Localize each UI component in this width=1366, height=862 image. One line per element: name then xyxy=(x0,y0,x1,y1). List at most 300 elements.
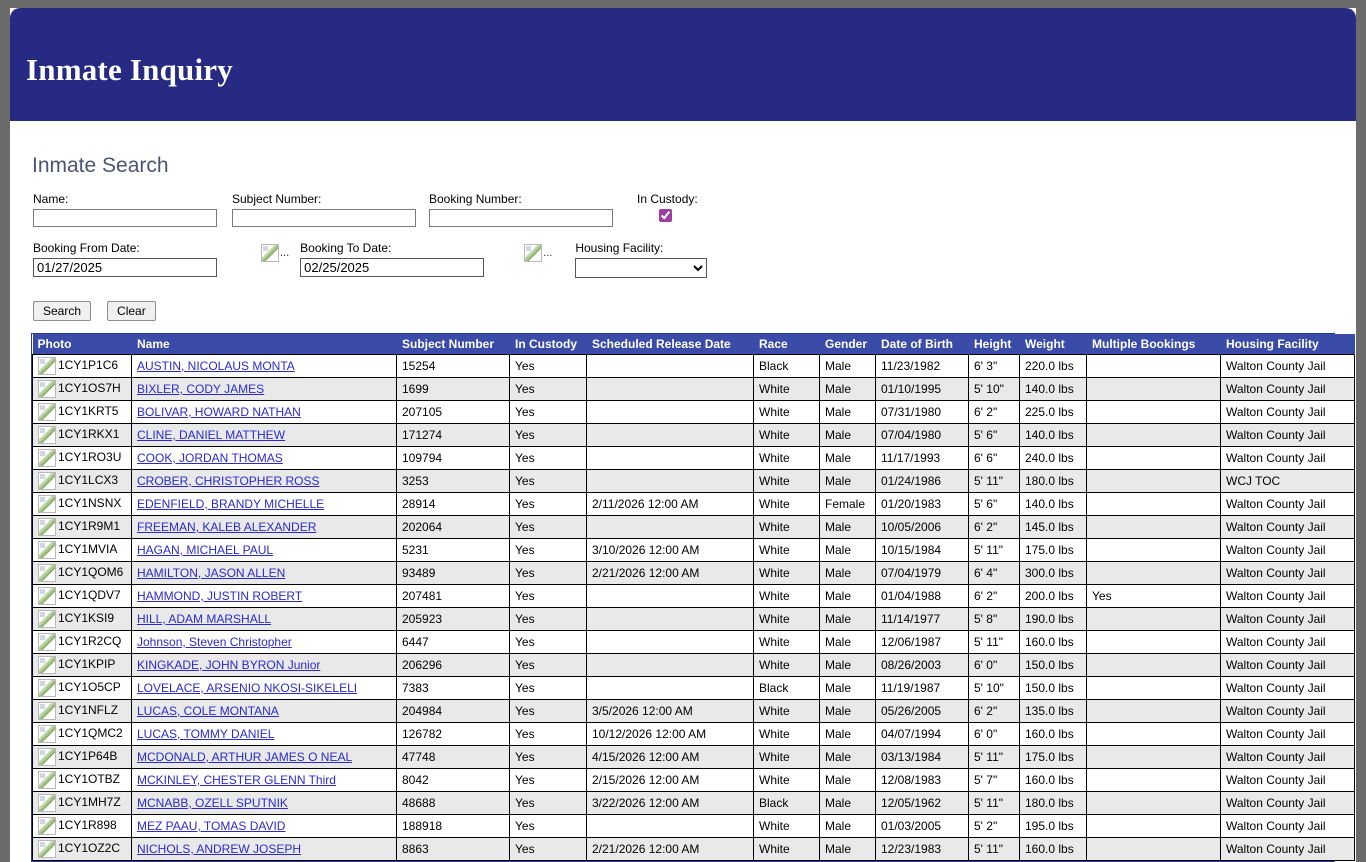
cell-gender: Male xyxy=(820,746,876,769)
cell-name xyxy=(132,677,397,700)
cell-height: 5' 10" xyxy=(969,378,1020,401)
booking-from-date-picker[interactable] xyxy=(261,244,289,262)
cell-custody: Yes xyxy=(510,631,587,654)
cell-dob: 12/06/1987 xyxy=(876,631,969,654)
cell-height: 5' 11" xyxy=(969,838,1020,861)
inmate-photo-alt: 1CY1OTBZ xyxy=(58,772,121,787)
table-row xyxy=(33,401,1355,424)
cell-dob: 04/07/1994 xyxy=(876,723,969,746)
inmate-name-link[interactable]: LOVELACE, ARSENIO NKOSI-SIKELELI xyxy=(137,681,358,695)
cell-photo xyxy=(33,608,132,631)
cell-race: White xyxy=(754,378,820,401)
inmate-photo-icon[interactable] xyxy=(38,794,56,812)
cell-housing: Walton County Jail xyxy=(1221,516,1355,539)
cell-gender: Male xyxy=(820,585,876,608)
inmate-name-link[interactable]: EDENFIELD, BRANDY MICHELLE xyxy=(137,497,325,511)
cell-subject: 188918 xyxy=(397,815,510,838)
cell-weight: 190.0 lbs xyxy=(1020,608,1087,631)
booking-to-date-label: Booking To Date: xyxy=(300,241,392,255)
table-row xyxy=(33,585,1355,608)
cell-race: White xyxy=(754,654,820,677)
cell-custody: Yes xyxy=(510,447,587,470)
inmate-photo-alt: 1CY1O5CP xyxy=(58,680,121,695)
cell-weight: 160.0 lbs xyxy=(1020,723,1087,746)
cell-height: 5' 8" xyxy=(969,608,1020,631)
cell-race: Black xyxy=(754,677,820,700)
cell-height: 5' 11" xyxy=(969,792,1020,815)
inmate-photo-alt: 1CY1KPIP xyxy=(58,657,116,672)
cell-custody: Yes xyxy=(510,401,587,424)
column-header-weight[interactable]: Weight xyxy=(1020,334,1087,355)
cell-release xyxy=(587,516,754,539)
cell-multiple xyxy=(1087,562,1221,585)
calendar-icon[interactable] xyxy=(261,244,279,262)
cell-custody: Yes xyxy=(510,746,587,769)
cell-housing: Walton County Jail xyxy=(1221,447,1355,470)
housing-facility-field-group xyxy=(575,241,707,278)
cell-weight: 160.0 lbs xyxy=(1020,838,1087,861)
calendar-icon-alt: ... xyxy=(280,247,290,259)
inmate-name-link[interactable]: BOLIVAR, HOWARD NATHAN xyxy=(137,405,301,419)
inmate-photo-icon[interactable] xyxy=(38,380,56,398)
cell-custody: Yes xyxy=(510,723,587,746)
cell-race: Black xyxy=(754,355,820,378)
in-custody-checkbox[interactable] xyxy=(659,209,672,222)
cell-subject: 5231 xyxy=(397,539,510,562)
cell-subject: 202064 xyxy=(397,516,510,539)
column-header-release[interactable]: Scheduled Release Date xyxy=(587,334,754,355)
inmate-photo-icon[interactable] xyxy=(38,633,56,651)
in-custody-field-group xyxy=(637,192,757,225)
cell-height: 5' 10" xyxy=(969,677,1020,700)
table-row xyxy=(33,378,1355,401)
cell-dob: 03/13/1984 xyxy=(876,746,969,769)
cell-dob: 11/23/1982 xyxy=(876,355,969,378)
cell-dob: 08/26/2003 xyxy=(876,654,969,677)
booking-number-input[interactable] xyxy=(429,209,613,227)
cell-custody: Yes xyxy=(510,424,587,447)
column-header-race[interactable]: Race xyxy=(754,334,820,355)
column-header-name[interactable]: Name xyxy=(132,334,397,355)
cell-photo xyxy=(33,401,132,424)
name-field-group xyxy=(33,192,232,227)
cell-height: 6' 0" xyxy=(969,723,1020,746)
cell-photo xyxy=(33,631,132,654)
cell-custody: Yes xyxy=(510,792,587,815)
cell-name xyxy=(132,769,397,792)
cell-photo xyxy=(33,424,132,447)
cell-release: 3/10/2026 12:00 AM xyxy=(587,539,754,562)
cell-housing: Walton County Jail xyxy=(1221,424,1355,447)
cell-name xyxy=(132,424,397,447)
table-row xyxy=(33,677,1355,700)
inmate-photo-icon[interactable] xyxy=(38,702,56,720)
cell-race: White xyxy=(754,838,820,861)
cell-subject: 204984 xyxy=(397,700,510,723)
cell-multiple xyxy=(1087,654,1221,677)
inmate-photo-icon[interactable] xyxy=(38,840,56,858)
inmate-photo-icon[interactable] xyxy=(38,679,56,697)
cell-name xyxy=(132,378,397,401)
inmate-name-link[interactable]: LUCAS, COLE MONTANA xyxy=(137,704,279,718)
cell-name xyxy=(132,447,397,470)
cell-custody: Yes xyxy=(510,539,587,562)
table-row xyxy=(33,562,1355,585)
cell-gender: Male xyxy=(820,838,876,861)
table-row xyxy=(33,631,1355,654)
cell-photo xyxy=(33,815,132,838)
inmate-photo-alt: 1CY1OS7H xyxy=(58,381,121,396)
cell-multiple: Yes xyxy=(1087,585,1221,608)
cell-photo xyxy=(33,769,132,792)
cell-release xyxy=(587,447,754,470)
clear-button[interactable]: Clear xyxy=(107,301,156,321)
cell-race: White xyxy=(754,769,820,792)
inmate-name-link[interactable]: KINGKADE, JOHN BYRON Junior xyxy=(137,658,321,672)
cell-release: 2/11/2026 12:00 AM xyxy=(587,493,754,516)
table-row xyxy=(33,815,1355,838)
cell-name xyxy=(132,516,397,539)
inmate-name-link[interactable]: CROBER, CHRISTOPHER ROSS xyxy=(137,474,320,488)
inmate-name-link[interactable]: FREEMAN, KALEB ALEXANDER xyxy=(137,520,317,534)
inmate-name-link[interactable]: MEZ PAAU, TOMAS DAVID xyxy=(137,819,286,833)
cell-gender: Female xyxy=(820,493,876,516)
column-header-custody[interactable]: In Custody xyxy=(510,334,587,355)
cell-weight: 195.0 lbs xyxy=(1020,815,1087,838)
cell-housing: WCJ TOC xyxy=(1221,470,1355,493)
inmate-photo-icon[interactable] xyxy=(38,610,56,628)
inmate-photo-icon[interactable] xyxy=(38,357,56,375)
cell-weight: 175.0 lbs xyxy=(1020,746,1087,769)
cell-height: 6' 0" xyxy=(969,654,1020,677)
inmate-photo-icon[interactable] xyxy=(38,771,56,789)
cell-release xyxy=(587,470,754,493)
table-row xyxy=(33,746,1355,769)
cell-subject: 48688 xyxy=(397,792,510,815)
booking-from-date-input[interactable] xyxy=(33,258,217,277)
table-row xyxy=(33,838,1355,861)
app-banner xyxy=(10,8,1356,121)
cell-photo xyxy=(33,792,132,815)
inmate-photo-icon[interactable] xyxy=(38,472,56,490)
search-row-1 xyxy=(33,192,1344,227)
cell-release xyxy=(587,378,754,401)
cell-multiple xyxy=(1087,401,1221,424)
cell-race: White xyxy=(754,424,820,447)
cell-housing: Walton County Jail xyxy=(1221,769,1355,792)
table-row xyxy=(33,539,1355,562)
cell-weight: 140.0 lbs xyxy=(1020,493,1087,516)
app-title: Inmate Inquiry xyxy=(26,52,233,87)
cell-name xyxy=(132,355,397,378)
cell-housing: Walton County Jail xyxy=(1221,355,1355,378)
cell-gender: Male xyxy=(820,700,876,723)
results-header-row xyxy=(33,334,1355,355)
column-header-multiple[interactable]: Multiple Bookings xyxy=(1087,334,1221,355)
cell-race: White xyxy=(754,585,820,608)
cell-gender: Male xyxy=(820,723,876,746)
inmate-name-link[interactable]: BIXLER, CODY JAMES xyxy=(137,382,265,396)
cell-name xyxy=(132,562,397,585)
cell-gender: Male xyxy=(820,677,876,700)
subject-number-field-group xyxy=(232,192,429,227)
cell-weight: 160.0 lbs xyxy=(1020,631,1087,654)
column-header-dob[interactable]: Date of Birth xyxy=(876,334,969,355)
inmate-name-link[interactable]: NICHOLS, ANDREW JOSEPH xyxy=(137,842,302,856)
search-actions xyxy=(33,301,1344,321)
inmate-photo-icon[interactable] xyxy=(38,403,56,421)
booking-number-field-group xyxy=(429,192,637,227)
cell-multiple xyxy=(1087,493,1221,516)
cell-height: 5' 6" xyxy=(969,493,1020,516)
inmate-name-link[interactable]: HAGAN, MICHAEL PAUL xyxy=(137,543,274,557)
cell-custody: Yes xyxy=(510,654,587,677)
inmate-photo-icon[interactable] xyxy=(38,564,56,582)
cell-photo xyxy=(33,700,132,723)
cell-weight: 175.0 lbs xyxy=(1020,539,1087,562)
cell-subject: 207105 xyxy=(397,401,510,424)
cell-gender: Male xyxy=(820,355,876,378)
cell-housing: Walton County Jail xyxy=(1221,493,1355,516)
housing-facility-label: Housing Facility: xyxy=(575,241,664,255)
cell-photo xyxy=(33,539,132,562)
cell-subject: 7383 xyxy=(397,677,510,700)
cell-dob: 10/05/2006 xyxy=(876,516,969,539)
cell-housing: Walton County Jail xyxy=(1221,815,1355,838)
cell-housing: Walton County Jail xyxy=(1221,792,1355,815)
cell-weight: 240.0 lbs xyxy=(1020,447,1087,470)
inmate-photo-icon[interactable] xyxy=(38,587,56,605)
cell-multiple xyxy=(1087,516,1221,539)
cell-race: White xyxy=(754,447,820,470)
cell-dob: 07/31/1980 xyxy=(876,401,969,424)
inmate-photo-icon[interactable] xyxy=(38,426,56,444)
column-header-subject[interactable]: Subject Number xyxy=(397,334,510,355)
table-row xyxy=(33,470,1355,493)
cell-gender: Male xyxy=(820,447,876,470)
cell-release xyxy=(587,355,754,378)
search-button[interactable]: Search xyxy=(33,301,91,321)
cell-dob: 12/23/1983 xyxy=(876,838,969,861)
cell-custody: Yes xyxy=(510,562,587,585)
cell-dob: 01/20/1983 xyxy=(876,493,969,516)
cell-housing: Walton County Jail xyxy=(1221,539,1355,562)
cell-dob: 10/15/1984 xyxy=(876,539,969,562)
cell-race: White xyxy=(754,470,820,493)
cell-dob: 11/19/1987 xyxy=(876,677,969,700)
name-label: Name: xyxy=(33,192,69,206)
inmate-photo-alt: 1CY1P64B xyxy=(58,749,118,764)
inmate-photo-alt: 1CY1R2CQ xyxy=(58,634,122,649)
inmate-name-link[interactable]: MCNABB, OZELL SPUTNIK xyxy=(137,796,288,810)
inmate-photo-icon[interactable] xyxy=(38,449,56,467)
cell-photo xyxy=(33,493,132,516)
cell-height: 5' 6" xyxy=(969,424,1020,447)
cell-race: White xyxy=(754,516,820,539)
cell-multiple xyxy=(1087,608,1221,631)
cell-custody: Yes xyxy=(510,493,587,516)
inmate-photo-icon[interactable] xyxy=(38,495,56,513)
cell-photo xyxy=(33,723,132,746)
table-row xyxy=(33,700,1355,723)
cell-housing: Walton County Jail xyxy=(1221,608,1355,631)
cell-name xyxy=(132,401,397,424)
inmate-photo-alt: 1CY1R898 xyxy=(58,818,117,833)
inmate-name-link[interactable]: CLINE, DANIEL MATTHEW xyxy=(137,428,286,442)
inmate-photo-alt: 1CY1KRT5 xyxy=(58,404,119,419)
cell-multiple xyxy=(1087,769,1221,792)
cell-photo xyxy=(33,355,132,378)
cell-custody: Yes xyxy=(510,470,587,493)
cell-release: 2/15/2026 12:00 AM xyxy=(587,769,754,792)
cell-weight: 200.0 lbs xyxy=(1020,585,1087,608)
cell-custody: Yes xyxy=(510,355,587,378)
inmate-name-link[interactable]: HILL, ADAM MARSHALL xyxy=(137,612,272,626)
cell-race: White xyxy=(754,746,820,769)
inmate-photo-icon[interactable] xyxy=(38,541,56,559)
cell-height: 6' 4" xyxy=(969,562,1020,585)
inmate-name-link[interactable]: AUSTIN, NICOLAUS MONTA xyxy=(137,359,295,373)
cell-weight: 140.0 lbs xyxy=(1020,424,1087,447)
table-row xyxy=(33,516,1355,539)
table-row xyxy=(33,355,1355,378)
cell-subject: 206296 xyxy=(397,654,510,677)
cell-weight: 220.0 lbs xyxy=(1020,355,1087,378)
inmate-photo-icon[interactable] xyxy=(38,518,56,536)
cell-photo xyxy=(33,562,132,585)
cell-race: White xyxy=(754,700,820,723)
cell-race: White xyxy=(754,631,820,654)
cell-height: 5' 7" xyxy=(969,769,1020,792)
cell-multiple xyxy=(1087,700,1221,723)
cell-release: 3/22/2026 12:00 AM xyxy=(587,792,754,815)
cell-dob: 12/08/1983 xyxy=(876,769,969,792)
inmate-photo-alt: 1CY1QOM6 xyxy=(58,565,124,580)
inmate-name-link[interactable]: MCKINLEY, CHESTER GLENN Third xyxy=(137,773,336,787)
cell-multiple xyxy=(1087,723,1221,746)
cell-multiple xyxy=(1087,838,1221,861)
cell-gender: Male xyxy=(820,631,876,654)
cell-multiple xyxy=(1087,792,1221,815)
name-input[interactable] xyxy=(33,209,217,227)
cell-release: 2/21/2026 12:00 AM xyxy=(587,838,754,861)
cell-height: 6' 2" xyxy=(969,700,1020,723)
table-row xyxy=(33,769,1355,792)
cell-weight: 225.0 lbs xyxy=(1020,401,1087,424)
cell-weight: 150.0 lbs xyxy=(1020,677,1087,700)
cell-height: 5' 11" xyxy=(969,746,1020,769)
cell-subject: 1699 xyxy=(397,378,510,401)
inmate-photo-alt: 1CY1MH7Z xyxy=(58,795,121,810)
cell-gender: Male xyxy=(820,769,876,792)
cell-race: White xyxy=(754,401,820,424)
inmate-name-link[interactable]: LUCAS, TOMMY DANIEL xyxy=(137,727,275,741)
inmate-photo-icon[interactable] xyxy=(38,748,56,766)
booking-from-date-label: Booking From Date: xyxy=(33,241,140,255)
cell-release xyxy=(587,585,754,608)
inmate-photo-icon[interactable] xyxy=(38,656,56,674)
cell-weight: 160.0 lbs xyxy=(1020,769,1087,792)
cell-multiple xyxy=(1087,470,1221,493)
page-title: Inmate Search xyxy=(32,154,169,177)
inmate-photo-icon[interactable] xyxy=(38,817,56,835)
results-table-body xyxy=(33,355,1355,861)
cell-gender: Male xyxy=(820,608,876,631)
cell-custody: Yes xyxy=(510,378,587,401)
cell-multiple xyxy=(1087,815,1221,838)
cell-name xyxy=(132,539,397,562)
cell-weight: 150.0 lbs xyxy=(1020,654,1087,677)
cell-gender: Male xyxy=(820,539,876,562)
cell-multiple xyxy=(1087,355,1221,378)
cell-gender: Male xyxy=(820,815,876,838)
cell-release xyxy=(587,654,754,677)
inmate-photo-icon[interactable] xyxy=(38,725,56,743)
inmate-name-link[interactable]: HAMMOND, JUSTIN ROBERT xyxy=(137,589,303,603)
cell-name xyxy=(132,746,397,769)
cell-subject: 207481 xyxy=(397,585,510,608)
results-table-head xyxy=(33,334,1355,355)
cell-name xyxy=(132,838,397,861)
cell-weight: 180.0 lbs xyxy=(1020,470,1087,493)
inmate-name-link[interactable]: Johnson, Steven Christopher xyxy=(137,635,292,649)
content-card xyxy=(10,8,1356,862)
cell-photo xyxy=(33,516,132,539)
cell-photo xyxy=(33,746,132,769)
cell-subject: 3253 xyxy=(397,470,510,493)
cell-multiple xyxy=(1087,539,1221,562)
cell-subject: 171274 xyxy=(397,424,510,447)
subject-number-input[interactable] xyxy=(232,209,416,227)
cell-height: 5' 11" xyxy=(969,539,1020,562)
booking-to-field-group xyxy=(300,241,522,277)
cell-custody: Yes xyxy=(510,815,587,838)
cell-housing: Walton County Jail xyxy=(1221,677,1355,700)
cell-height: 6' 2" xyxy=(969,401,1020,424)
inmate-name-link[interactable]: MCDONALD, ARTHUR JAMES O NEAL xyxy=(137,750,353,764)
calendar-icon[interactable] xyxy=(524,244,542,262)
cell-release xyxy=(587,631,754,654)
column-header-height[interactable]: Height xyxy=(969,334,1020,355)
inmate-results-table xyxy=(32,334,1355,861)
cell-subject: 15254 xyxy=(397,355,510,378)
cell-subject: 6447 xyxy=(397,631,510,654)
cell-name xyxy=(132,493,397,516)
table-row xyxy=(33,792,1355,815)
cell-custody: Yes xyxy=(510,700,587,723)
cell-housing: Walton County Jail xyxy=(1221,631,1355,654)
inmate-photo-alt: 1CY1KSI9 xyxy=(58,611,115,626)
cell-subject: 93489 xyxy=(397,562,510,585)
booking-to-date-input[interactable] xyxy=(300,258,484,277)
cell-release: 10/12/2026 12:00 AM xyxy=(587,723,754,746)
cell-custody: Yes xyxy=(510,769,587,792)
housing-facility-select[interactable] xyxy=(575,258,707,278)
cell-housing: Walton County Jail xyxy=(1221,654,1355,677)
table-row xyxy=(33,424,1355,447)
table-row xyxy=(33,723,1355,746)
inmate-name-link[interactable]: COOK, JORDAN THOMAS xyxy=(137,451,283,465)
inmate-name-link[interactable]: HAMILTON, JASON ALLEN xyxy=(137,566,286,580)
cell-multiple xyxy=(1087,378,1221,401)
inmate-photo-alt: 1CY1QMC2 xyxy=(58,726,123,741)
column-header-photo[interactable]: Photo xyxy=(33,334,132,355)
cell-gender: Male xyxy=(820,562,876,585)
column-header-gender[interactable]: Gender xyxy=(820,334,876,355)
cell-photo xyxy=(33,470,132,493)
column-header-housing[interactable]: Housing Facility xyxy=(1221,334,1355,355)
booking-to-date-picker[interactable] xyxy=(524,244,552,262)
